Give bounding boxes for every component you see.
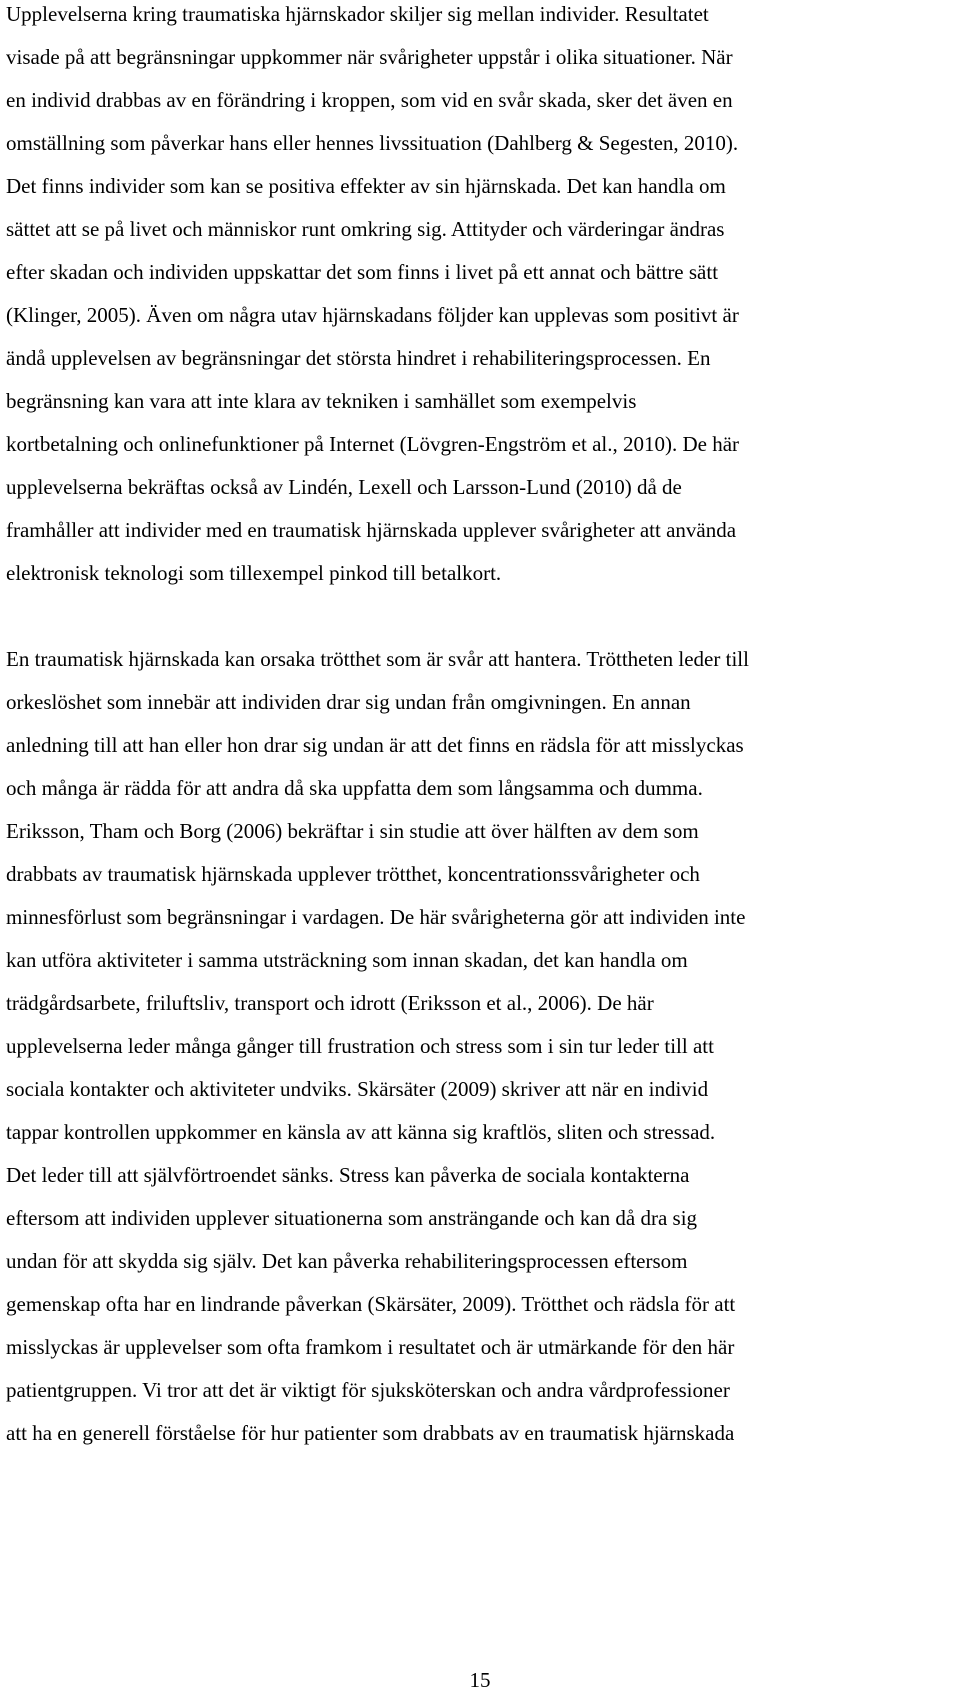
text-line: begränsning kan vara att inte klara av tekniken i samhället som exempelvis [6,389,637,413]
text-line: och många är rädda för att andra då ska uppfatta dem som långsamma och dumma. [6,776,703,800]
text-line: En traumatisk hjärnskada kan orsaka trötthet som är svår att hantera. Tröttheten leder till [6,647,749,671]
text-line: sättet att se på livet och människor runt omkring sig. Attityder och värderingar ändras [6,217,725,241]
text-line: (Klinger, 2005). Även om några utav hjärnskadans följder kan upplevas som positivt är [6,303,739,327]
text-line: kortbetalning och onlinefunktioner på Internet (Lövgren-Engström et al., 2010). De här [6,432,740,456]
text-line: Upplevelserna kring traumatiska hjärnskador skiljer sig mellan individer. Resultatet [6,2,709,26]
text-line: ändå upplevelsen av begränsningar det största hindret i rehabiliteringsprocessen. En [6,346,711,370]
text-line: orkeslöshet som innebär att individen drar sig undan från omgivningen. En annan [6,690,691,714]
text-line: Det finns individer som kan se positiva effekter av sin hjärnskada. Det kan handla om [6,174,726,198]
text-line: eftersom att individen upplever situationerna som ansträngande och kan då dra sig [6,1206,698,1230]
text-line: gemenskap ofta har en lindrande påverkan (Skärsäter, 2009). Trötthet och rädsla för att [6,1292,736,1316]
text-line: patientgruppen. Vi tror att det är viktigt för sjuksköterskan och andra vårdprofessioner [6,1378,730,1402]
text-line: sociala kontakter och aktiviteter undviks. Skärsäter (2009) skriver att när en individ [6,1077,709,1101]
text-line: Eriksson, Tham och Borg (2006) bekräftar i sin studie att över hälften av dem som [6,819,699,843]
text-line: undan för att skydda sig själv. Det kan påverka rehabiliteringsprocessen eftersom [6,1249,688,1273]
text-line: visade på att begränsningar uppkommer när svårigheter uppstår i olika situationer. När [6,45,733,69]
text-line: anledning till att han eller hon drar sig undan är att det finns en rädsla för att misslyckas [6,733,744,757]
text-line: upplevelserna bekräftas också av Lindén, Lexell och Larsson-Lund (2010) då de [6,475,682,499]
text-line: elektronisk teknologi som tillexempel pinkod till betalkort. [6,561,502,585]
text-line: Det leder till att självförtroendet sänks. Stress kan påverka de sociala kontakterna [6,1163,690,1187]
text-line: minnesförlust som begränsningar i vardagen. De här svårigheterna gör att individen inte [6,905,746,929]
text-line: tappar kontrollen uppkommer en känsla av att känna sig kraftlös, sliten och stressad. [6,1120,716,1144]
text-line: upplevelserna leder många gånger till frustration och stress som i sin tur leder till att [6,1034,714,1058]
text-line: trädgårdsarbete, friluftsliv, transport och idrott (Eriksson et al., 2006). De här [6,991,654,1015]
text-line: att ha en generell förståelse för hur patienter som drabbats av en traumatisk hjärnskada [6,1421,735,1445]
text-line: kan utföra aktiviteter i samma utsträckning som innan skadan, det kan handla om [6,948,688,972]
text-line: en individ drabbas av en förändring i kroppen, som vid en svår skada, sker det även en [6,88,733,112]
text-line: omställning som påverkar hans eller hennes livssituation (Dahlberg & Segesten, 2010). [6,131,739,155]
text-line: drabbats av traumatisk hjärnskada upplever trötthet, koncentrationssvårigheter och [6,862,700,886]
text-line: efter skadan och individen uppskattar det som finns i livet på ett annat och bättre sätt [6,260,719,284]
text-line: framhåller att individer med en traumatisk hjärnskada upplever svårigheter att använda [6,518,737,542]
text-line: misslyckas är upplevelser som ofta framkom i resultatet och är utmärkande för den här [6,1335,735,1359]
page-number: 15 [469,1668,491,1692]
